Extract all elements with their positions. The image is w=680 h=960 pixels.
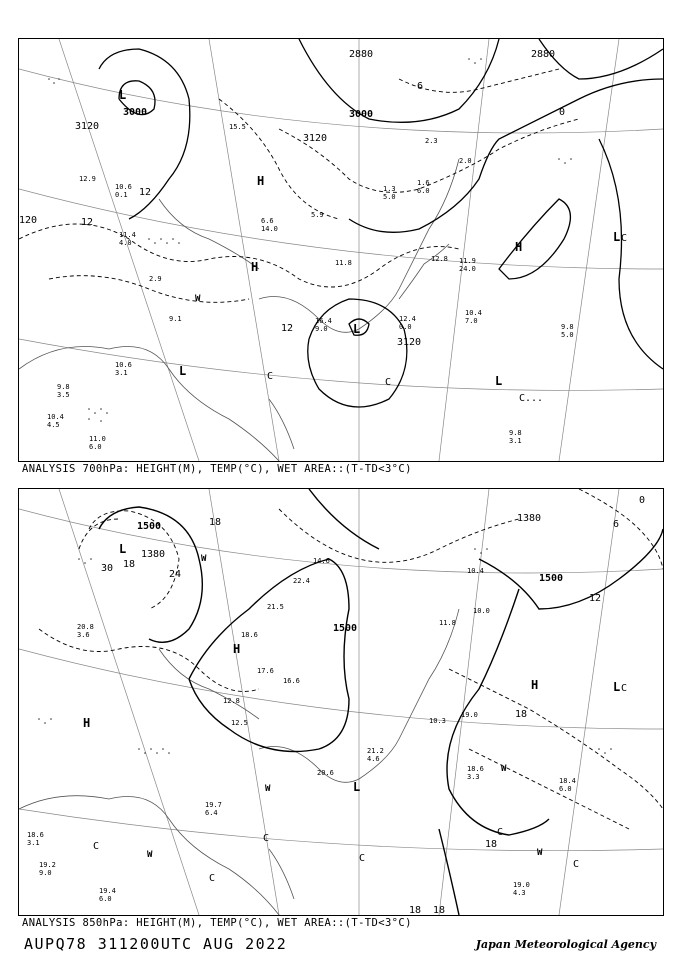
station-value: 14.6 bbox=[313, 557, 330, 565]
height-label: 3000 bbox=[123, 107, 148, 118]
height-contours bbox=[99, 39, 663, 407]
station-value: 11.4 bbox=[119, 231, 136, 239]
system-marker: L bbox=[613, 680, 621, 694]
height-label: 1380 bbox=[517, 513, 542, 524]
system-marker: W bbox=[195, 294, 201, 304]
station-value: 10.0 bbox=[473, 607, 490, 615]
system-marker: H bbox=[251, 260, 259, 274]
station-values-700 bbox=[47, 123, 574, 451]
temp-label: 18 bbox=[123, 559, 136, 570]
system-marker: L bbox=[179, 364, 187, 378]
station-value: 3.1 bbox=[27, 839, 40, 847]
station-value: 12.8 bbox=[431, 255, 448, 263]
agency-credit: Japan Meteorological Agency bbox=[475, 938, 656, 951]
station-value: 21.5 bbox=[267, 603, 284, 611]
height-contours bbox=[99, 489, 663, 915]
station-value: 9.0 bbox=[315, 325, 328, 333]
temp-label: 6 bbox=[613, 519, 620, 530]
station-value: 22.4 bbox=[293, 577, 310, 585]
station-value: 10.3 bbox=[429, 717, 446, 725]
station-value: 17.6 bbox=[257, 667, 274, 675]
system-marker: C bbox=[621, 683, 628, 694]
temp-label: 12 bbox=[139, 187, 152, 198]
temp-label: 6 bbox=[417, 81, 424, 92]
system-marker: C bbox=[497, 827, 504, 838]
station-value: 0.0 bbox=[399, 323, 412, 331]
map-700hpa-svg bbox=[19, 39, 663, 461]
station-value: 18.6 bbox=[467, 765, 484, 773]
station-value: 9.0 bbox=[39, 869, 52, 877]
station-value: 18.6 bbox=[27, 831, 44, 839]
height-label: 3120 bbox=[303, 133, 328, 144]
station-value: 19.2 bbox=[39, 861, 56, 869]
system-marker: H bbox=[257, 174, 265, 188]
station-value: 19.4 bbox=[99, 887, 116, 895]
station-value: 4.5 bbox=[47, 421, 60, 429]
station-value: 21.2 bbox=[367, 747, 384, 755]
system-marker: C bbox=[263, 833, 270, 844]
system-marker: C bbox=[621, 233, 628, 244]
station-value: 19.0 bbox=[513, 881, 530, 889]
station-value: 20.6 bbox=[317, 769, 334, 777]
system-marker: H bbox=[233, 642, 241, 656]
height-label: 1500 bbox=[137, 521, 162, 532]
station-value: 3.3 bbox=[467, 773, 480, 781]
station-value: 19.0 bbox=[461, 711, 478, 719]
station-value: 24.0 bbox=[459, 265, 476, 273]
station-value: 10.6 bbox=[115, 183, 132, 191]
station-value: 11.8 bbox=[439, 619, 456, 627]
map-panel-700hpa bbox=[18, 38, 664, 462]
coastlines bbox=[19, 159, 459, 461]
station-value: 3.5 bbox=[57, 391, 70, 399]
station-value: 3.1 bbox=[115, 369, 128, 377]
station-value: 2.0 bbox=[459, 157, 472, 165]
system-marker: C bbox=[385, 377, 392, 388]
map-850hpa-svg bbox=[19, 489, 663, 915]
station-value: 9.8 bbox=[57, 383, 70, 391]
station-value: 7.0 bbox=[465, 317, 478, 325]
temp-label: 18 bbox=[515, 709, 528, 720]
temp-label: 12 bbox=[81, 217, 94, 228]
system-marker: W bbox=[501, 764, 507, 774]
station-value: 5.9 bbox=[311, 211, 324, 219]
station-value: 10.4 bbox=[47, 413, 64, 421]
system-marker: W bbox=[265, 784, 271, 794]
station-value: 6.0 bbox=[99, 895, 112, 903]
system-marker: W bbox=[201, 554, 207, 564]
station-value: 9.1 bbox=[169, 315, 182, 323]
temp-label: 24 bbox=[169, 569, 182, 580]
station-value: 2.3 bbox=[425, 137, 438, 145]
system-marker: L bbox=[119, 88, 127, 102]
system-marker: C bbox=[93, 841, 100, 852]
system-marker: W bbox=[147, 850, 153, 860]
system-marker: H bbox=[531, 678, 539, 692]
height-label: 3120 bbox=[397, 337, 422, 348]
graticule bbox=[19, 39, 663, 461]
station-value: 10.4 bbox=[467, 567, 484, 575]
station-value: 6.0 bbox=[559, 785, 572, 793]
station-value: 6.0 bbox=[417, 187, 430, 195]
station-value: 12.8 bbox=[223, 697, 240, 705]
station-value: 11.0 bbox=[89, 435, 106, 443]
station-value: 11.9 bbox=[459, 257, 476, 265]
station-value: 6.0 bbox=[89, 443, 102, 451]
bulletin-code: AUPQ78 311200UTC AUG 2022 bbox=[24, 935, 288, 953]
temp-label: 30 bbox=[101, 563, 114, 574]
temp-label: 0 bbox=[559, 107, 566, 118]
station-value: 9.8 bbox=[509, 429, 522, 437]
station-value: 11.8 bbox=[335, 259, 352, 267]
station-value: 6.6 bbox=[261, 217, 274, 225]
station-value: 10.6 bbox=[115, 361, 132, 369]
station-value: 4.6 bbox=[367, 755, 380, 763]
temp-labels-700 bbox=[81, 81, 565, 334]
system-marker: L bbox=[613, 230, 621, 244]
station-value: 12.9 bbox=[79, 175, 96, 183]
station-value: 3.1 bbox=[509, 437, 522, 445]
station-value: 0.1 bbox=[115, 191, 128, 199]
system-marker: H bbox=[515, 240, 523, 254]
height-label: 1500 bbox=[333, 623, 358, 634]
system-marker: L bbox=[119, 542, 127, 556]
pressure-systems-700 bbox=[119, 88, 627, 404]
temp-label: 12 bbox=[281, 323, 294, 334]
system-marker: L bbox=[495, 374, 503, 388]
station-value: 2.9 bbox=[149, 275, 162, 283]
station-value: 15.5 bbox=[229, 123, 246, 131]
station-value: 1.6 bbox=[417, 179, 430, 187]
map-panel-850hpa bbox=[18, 488, 664, 916]
temp-label: 18 bbox=[209, 517, 222, 528]
height-label: 3000 bbox=[349, 109, 374, 120]
system-marker: H bbox=[83, 716, 91, 730]
height-labels-700 bbox=[19, 49, 555, 348]
station-value: 5.0 bbox=[561, 331, 574, 339]
station-value: 16.4 bbox=[315, 317, 332, 325]
system-marker: C bbox=[209, 873, 216, 884]
station-value: 16.6 bbox=[283, 677, 300, 685]
temp-label: 18 bbox=[409, 905, 422, 915]
station-values-850 bbox=[27, 557, 576, 903]
system-marker: C... bbox=[519, 393, 544, 404]
height-label: 3120 bbox=[75, 121, 100, 132]
station-value: 19.7 bbox=[205, 801, 222, 809]
panel-caption-850: ANALYSIS 850hPa: HEIGHT(M), TEMP(°C), WET AREA::(T-TD<3°C) bbox=[22, 917, 412, 929]
system-marker: W bbox=[537, 848, 543, 858]
station-value: 12.4 bbox=[399, 315, 416, 323]
station-value: 5.0 bbox=[383, 193, 396, 201]
station-value: 12.5 bbox=[231, 719, 248, 727]
height-label: 120 bbox=[19, 215, 38, 226]
temp-label: 18 bbox=[433, 905, 446, 915]
station-value: 9.8 bbox=[561, 323, 574, 331]
isotherms bbox=[19, 69, 579, 302]
temp-label: 18 bbox=[485, 839, 498, 850]
height-label: 2880 bbox=[349, 49, 374, 60]
height-label: 1500 bbox=[539, 573, 564, 584]
system-marker: C bbox=[573, 859, 580, 870]
station-value: 18.6 bbox=[241, 631, 258, 639]
station-value: 20.8 bbox=[77, 623, 94, 631]
station-value: 4.3 bbox=[513, 889, 526, 897]
temp-labels-850 bbox=[101, 495, 645, 915]
station-value: 1.3 bbox=[383, 185, 396, 193]
panel-caption-700: ANALYSIS 700hPa: HEIGHT(M), TEMP(°C), WET AREA::(T-TD<3°C) bbox=[22, 463, 412, 475]
system-marker: C bbox=[359, 853, 366, 864]
station-value: 10.4 bbox=[465, 309, 482, 317]
pressure-systems-850 bbox=[83, 542, 627, 884]
station-value: 14.0 bbox=[261, 225, 278, 233]
station-value: 6.4 bbox=[205, 809, 218, 817]
height-label: 2880 bbox=[531, 49, 556, 60]
temp-label: 0 bbox=[639, 495, 646, 506]
system-marker: C bbox=[267, 371, 274, 382]
temp-label: 12 bbox=[589, 593, 602, 604]
system-marker: L bbox=[353, 780, 361, 794]
system-marker: L bbox=[353, 322, 361, 336]
graticule bbox=[19, 489, 663, 915]
height-label: 1380 bbox=[141, 549, 166, 560]
station-value: 4.0 bbox=[119, 239, 132, 247]
wet-area-stipple bbox=[38, 548, 612, 754]
station-value: 18.4 bbox=[559, 777, 576, 785]
station-value: 3.6 bbox=[77, 631, 90, 639]
